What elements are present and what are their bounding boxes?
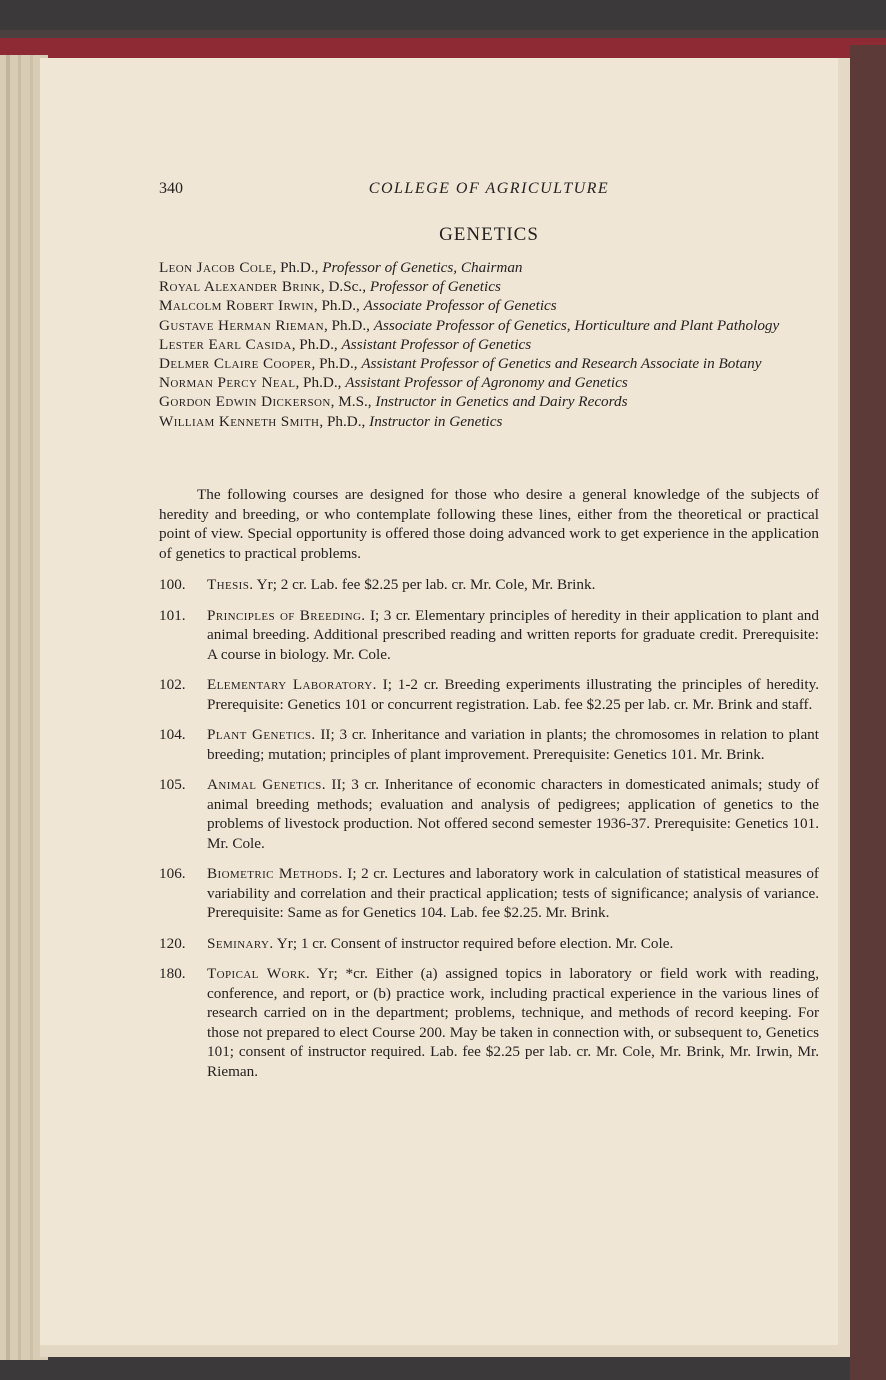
faculty-entry (159, 335, 824, 354)
course-title: Principles of Breeding. (207, 606, 366, 624)
faculty-entry (159, 392, 824, 411)
page-header (159, 180, 819, 202)
faculty-role: Assistant Professor of Genetics (341, 335, 532, 353)
faculty-name: Lester Earl Casida (159, 335, 292, 353)
faculty-role: Associate Professor of Genetics (363, 297, 557, 315)
course-title: Plant Genetics. (207, 726, 316, 743)
book-page-content (42, 60, 848, 1355)
faculty-role: Professor of Genetics, Chairman (322, 259, 523, 276)
faculty-list (159, 258, 824, 431)
faculty-degree: , Ph.D., (313, 297, 364, 315)
faculty-degree: , Ph.D., (319, 412, 370, 430)
faculty-role: Assistant Professor of Agronomy and Genetics (345, 374, 628, 392)
faculty-entry (159, 258, 824, 277)
course-list (159, 575, 819, 1092)
faculty-entry (159, 412, 824, 431)
course-title: Biometric Methods. (207, 865, 343, 882)
running-head: COLLEGE OF AGRICULTURE (368, 180, 610, 197)
faculty-entry (159, 296, 824, 315)
faculty-name: Gordon Edwin Dickerson (159, 393, 331, 411)
faculty-role: Instructor in Genetics (369, 412, 503, 430)
course-description: Yr; 2 cr. Lab. fee $2.25 per lab. cr. Mr. Cole, Mr. Brink. (253, 576, 596, 593)
course-number: 101. (159, 606, 186, 624)
faculty-name: Royal Alexander Brink (159, 278, 321, 296)
course-description: I; 3 cr. Elementary principles of heredity in their application to plant and animal breeding. Additional prescribed reading and written reports for graduate credit. Prerequisite: A course in biology. Mr. Cole. (207, 606, 819, 663)
faculty-entry (159, 354, 824, 373)
course-entry (159, 934, 819, 954)
faculty-name: Delmer Claire Cooper (159, 355, 312, 373)
course-description: Yr; *cr. Either (a) assigned topics in laboratory or field work with reading, conference, and report, or (b) practice work, including practical experience in the various lines of research carried on in the department; problems, technique, and methods of record keeping. For those not prepared to elect Course 200. May be taken in connection with, or subsequent to, Genetics 101; consent of instructor required. Lab. fee $2.25 per lab. cr. Mr. Cole, Mr. Brink, Mr. Irwin, Mr. Rieman. (207, 965, 819, 1080)
faculty-role: Assistant Professor of Genetics and Research Associate in Botany (361, 355, 762, 373)
course-description: II; 3 cr. Inheritance and variation in plants; the chromosomes in relation to plant breeding; mutation; principles of plant improvement. Prerequisite: Genetics 101. Mr. Brink. (207, 726, 819, 763)
course-title: Topical Work. (207, 965, 311, 982)
faculty-name: William Kenneth Smith (159, 412, 320, 430)
course-title: Elementary Laboratory. (207, 676, 377, 693)
course-number: 106. (159, 865, 186, 882)
book-spine-edge (850, 45, 886, 1380)
course-entry (159, 775, 819, 853)
course-description: I; 1-2 cr. Breeding experiments illustrating the principles of heredity. Prerequisite: Genetics 101 or concurrent registration. Lab. fee $2.25 per lab. cr. Mr. Brink and staff. (207, 676, 819, 713)
course-description: Yr; 1 cr. Consent of instructor required before election. Mr. Cole. (273, 934, 674, 952)
faculty-role: Professor of Genetics (369, 278, 501, 296)
faculty-degree: , Ph.D., (291, 335, 342, 353)
course-number: 102. (159, 676, 186, 693)
course-title: Seminary. (207, 934, 274, 952)
course-entry (159, 606, 819, 665)
course-number: 100. (159, 576, 186, 593)
course-description: I; 2 cr. Lectures and laboratory work in calculation of statistical measures of variability and correlation and their practical application; tests of significance; analysis of variance. Prerequisite: Same as for Genetics 104. Lab. fee $2.25. Mr. Brink. (207, 865, 819, 921)
course-number: 180. (159, 965, 186, 982)
course-number: 120. (159, 934, 186, 952)
course-entry (159, 725, 819, 764)
page-number: 340 (159, 180, 183, 197)
faculty-degree: , Ph.D., (295, 374, 346, 392)
faculty-name: Malcolm Robert Irwin (159, 297, 314, 315)
faculty-role: Associate Professor of Genetics, Horticulture and Plant Pathology (373, 316, 780, 334)
course-number: 104. (159, 726, 186, 743)
course-entry (159, 964, 819, 1081)
faculty-entry (159, 316, 824, 335)
course-entry (159, 675, 819, 714)
faculty-degree: , D.Sc., (320, 278, 370, 296)
course-entry (159, 864, 819, 923)
faculty-name: Norman Percy Neal (159, 374, 296, 392)
course-number: 105. (159, 776, 186, 793)
course-description: II; 3 cr. Inheritance of economic characters in domesticated animals; study of animal breeding methods; evaluation and analysis of pedigrees; application of genetics to the problems of livestock production. Not offered second semester 1936-37. Prerequisite: Genetics 101. Mr. Cole. (207, 776, 819, 852)
faculty-degree: , Ph.D., (323, 316, 374, 334)
faculty-role: Instructor in Genetics and Dairy Records (375, 393, 628, 411)
faculty-name: Leon Jacob Cole (159, 259, 273, 276)
course-title: Animal Genetics. (207, 776, 326, 793)
faculty-name: Gustave Herman Rieman (159, 316, 324, 334)
faculty-entry (159, 277, 824, 296)
faculty-degree: , Ph.D., (311, 355, 362, 373)
faculty-degree: , M.S., (330, 393, 376, 411)
section-title: GENETICS (439, 224, 539, 245)
faculty-degree: , Ph.D., (272, 259, 323, 276)
faculty-entry (159, 373, 824, 392)
book-cover-edge (0, 38, 886, 58)
intro-paragraph: The following courses are designed for those who desire a general knowledge of the subjects of heredity and breeding, or who contemplate following these lines, either from the theoretical or practical point of view. Special opportunity is offered those doing advanced work to get experience in the application of genetics to practical problems. (159, 486, 819, 562)
course-title: Thesis. (207, 576, 254, 593)
course-entry (159, 575, 819, 595)
